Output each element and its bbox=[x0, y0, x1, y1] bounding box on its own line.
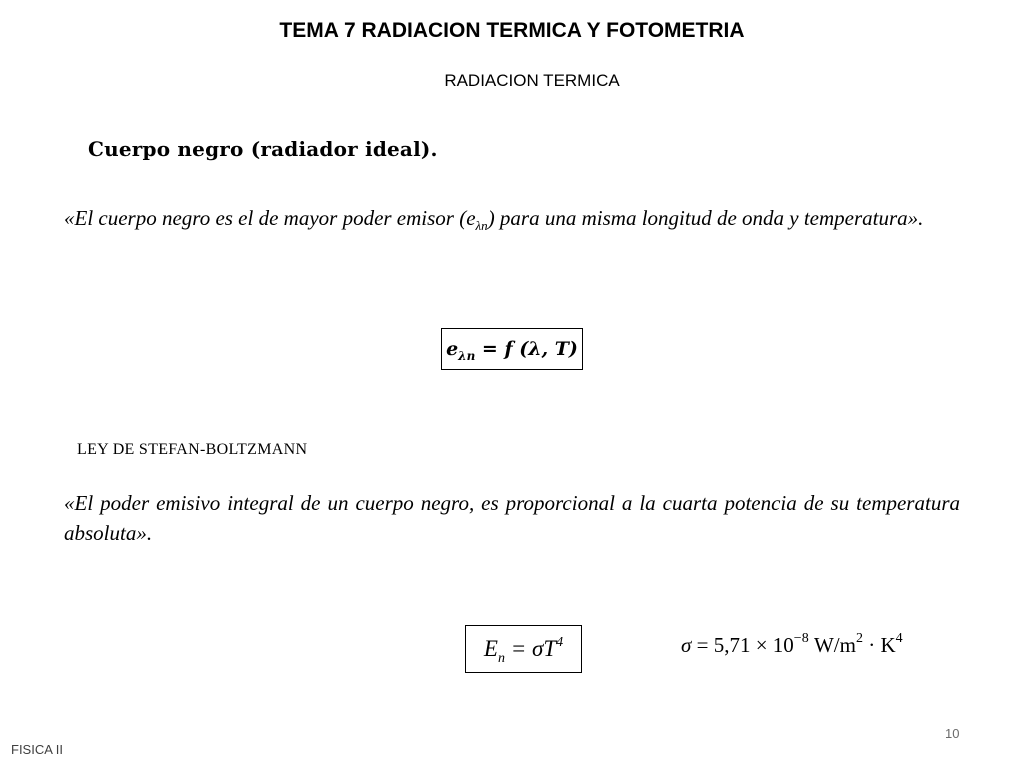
formula-E: E bbox=[483, 636, 498, 661]
blackbody-statement-start: «El cuerpo negro es el de mayor poder emisor (e bbox=[64, 206, 476, 230]
formula-T-exponent: 4 bbox=[556, 635, 564, 650]
blackbody-formula-box bbox=[441, 328, 583, 370]
constant-exponent: −8 bbox=[793, 631, 809, 646]
constant-value: = 5,71 × 10 bbox=[691, 633, 794, 657]
blackbody-statement bbox=[64, 203, 960, 236]
formula-e: e bbox=[446, 338, 459, 360]
blackbody-statement-end: ) para una misma longitud de onda y temperatura». bbox=[487, 206, 924, 230]
formula-e-rest: = f (λ, T) bbox=[475, 338, 578, 360]
blackbody-statement-subscript: λn bbox=[475, 218, 488, 233]
page-number: 10 bbox=[945, 726, 960, 741]
constant-units-exp-k: 4 bbox=[895, 631, 903, 646]
formula-e-subscript: λn bbox=[458, 349, 476, 363]
constant-units-k: · K bbox=[862, 633, 896, 657]
stefan-boltzmann-heading: LEY DE STEFAN-BOLTZMANN bbox=[77, 441, 308, 458]
formula-sigma-T: = σT bbox=[504, 636, 557, 661]
constant-units: W/m bbox=[808, 633, 856, 657]
slide-subtitle: RADIACION TERMICA bbox=[444, 71, 620, 90]
stefan-boltzmann-constant bbox=[681, 633, 903, 658]
constant-units-exp-m: 2 bbox=[855, 631, 863, 646]
constant-sigma: σ bbox=[681, 633, 692, 657]
blackbody-heading: Cuerpo negro (radiador ideal). bbox=[88, 137, 438, 161]
slide-title: TEMA 7 RADIACION TERMICA Y FOTOMETRIA bbox=[279, 19, 745, 42]
footer-label: FISICA II bbox=[11, 742, 64, 757]
formula-E-subscript: n bbox=[497, 651, 505, 666]
stefan-boltzmann-statement: «El poder emisivo integral de un cuerpo negro, es proporcional a la cuarta potencia de su temperatura absoluta». bbox=[64, 491, 960, 545]
stefan-boltzmann-formula-box bbox=[465, 625, 582, 673]
